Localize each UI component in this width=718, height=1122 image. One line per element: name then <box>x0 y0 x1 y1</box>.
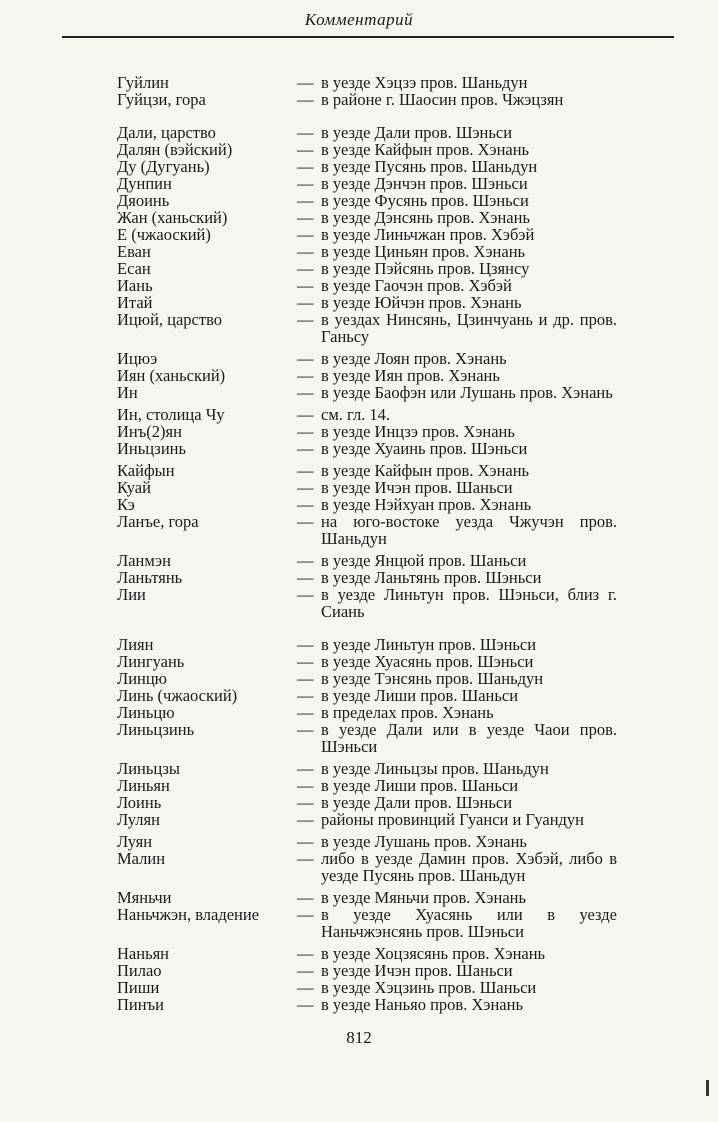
entry-dash: — <box>297 478 314 497</box>
entry-description <box>297 721 617 755</box>
entry-description <box>297 670 617 687</box>
entry-name: Иян (ханьский) <box>117 366 226 385</box>
entry-description-text: в уезде Линьтун пров. Шэньси <box>321 635 537 654</box>
entry-description <box>297 979 617 996</box>
entry-name: Ланмэн <box>117 551 171 570</box>
entry-description-text: в уезде Кайфын пров. Хэнань <box>321 461 530 480</box>
entry-dash: — <box>297 310 314 329</box>
entry-row <box>117 996 617 1013</box>
entry-description-text: в уезде Хэцзинь пров. Шаньси <box>321 978 537 997</box>
entry-description-text: районы провинций Гуанси и Гуандун <box>321 810 584 829</box>
entry-dash: — <box>297 793 314 812</box>
entry-description-text: в уезде Пэйсянь пров. Цзянсу <box>321 259 530 278</box>
entry-name: Есан <box>117 259 151 278</box>
entry-description-text: в уезде Лоян пров. Хэнань <box>321 349 507 368</box>
entry-description <box>297 406 617 423</box>
entry-row <box>117 513 617 547</box>
entry-description <box>297 226 617 243</box>
entry-row <box>117 636 617 653</box>
entry-name: Гуйлин <box>117 73 169 92</box>
entry-dash: — <box>297 225 314 244</box>
entry-description-text: в уезде Инцзэ пров. Хэнань <box>321 422 515 441</box>
entry-row <box>117 760 617 777</box>
entry-description <box>297 833 617 850</box>
entry-dash: — <box>297 405 314 424</box>
entry-dash: — <box>297 995 314 1014</box>
entry-name: Куай <box>117 478 151 497</box>
entry-row <box>117 260 617 277</box>
entry-name: Итай <box>117 293 153 312</box>
entry-name: Ин, столица Чу <box>117 405 225 424</box>
entry-description-text: в уезде Лушань пров. Хэнань <box>321 832 527 851</box>
entry-dash: — <box>297 635 314 654</box>
entry-description-text: в уезде Ланьтянь пров. Шэньси <box>321 568 542 587</box>
entry-row <box>117 423 617 440</box>
entry-description-text: в уезде Баофэн или Лушань пров. Хэнань <box>321 383 613 402</box>
entry-dash: — <box>297 669 314 688</box>
entry-name: Пиши <box>117 978 160 997</box>
entry-description-text: в уезде Лиши пров. Шаньси <box>321 776 519 795</box>
entry-description-text: в уезде Линьчжан пров. Хэбэй <box>321 225 535 244</box>
entry-row <box>117 367 617 384</box>
entry-description <box>297 687 617 704</box>
entry-row <box>117 175 617 192</box>
entry-description-text: в уезде Иян пров. Хэнань <box>321 366 500 385</box>
entry-row <box>117 704 617 721</box>
entry-dash: — <box>297 551 314 570</box>
entry-row <box>117 141 617 158</box>
entry-description <box>297 384 617 401</box>
entry-row <box>117 479 617 496</box>
entry-description-text: в уезде Дали или в уезде Чаои пров. Шэньси <box>321 720 617 756</box>
entry-row <box>117 124 617 141</box>
entry-description <box>297 74 617 91</box>
entry-row <box>117 962 617 979</box>
entry-name: Кэ <box>117 495 135 514</box>
entry-dash: — <box>297 905 314 924</box>
entry-dash: — <box>297 276 314 295</box>
entry-dash: — <box>297 652 314 671</box>
entry-row <box>117 406 617 423</box>
entry-name: Гуйцзи, гора <box>117 90 206 109</box>
entry-description <box>297 141 617 158</box>
entry-row <box>117 569 617 586</box>
entry-description-text: в районе г. Шаосин пров. Чжэцзян <box>321 90 564 109</box>
entry-dash: — <box>297 686 314 705</box>
entry-row <box>117 653 617 670</box>
entry-description <box>297 243 617 260</box>
entry-row <box>117 226 617 243</box>
entry-description-text: в уезде Ичэн пров. Шаньси <box>321 961 513 980</box>
entry-name: Жан (ханьский) <box>117 208 228 227</box>
entry-description <box>297 906 617 940</box>
entry-description <box>297 192 617 209</box>
entry-name: Ланьтянь <box>117 568 183 587</box>
entry-dash: — <box>297 349 314 368</box>
entry-dash: — <box>297 810 314 829</box>
entry-name: Линьян <box>117 776 170 795</box>
entry-name: Еван <box>117 242 151 261</box>
entry-description-text: в уезде Хуасянь или в уезде Наньчжэнсянь пров. Шэньси <box>321 905 617 941</box>
entry-description <box>297 311 617 345</box>
entry-description <box>297 552 617 569</box>
entry-description <box>297 496 617 513</box>
entry-row <box>117 552 617 569</box>
entry-row <box>117 350 617 367</box>
entry-description <box>297 636 617 653</box>
entry-dash: — <box>297 157 314 176</box>
entry-description-text: в уезде Наньяо пров. Хэнань <box>321 995 523 1014</box>
entry-name: Пинъи <box>117 995 164 1014</box>
entry-description-text: в пределах пров. Хэнань <box>321 703 494 722</box>
entry-name: Мяньчи <box>117 888 172 907</box>
entry-name: Наньчжэн, владение <box>117 905 260 924</box>
entry-description <box>297 277 617 294</box>
entry-dash: — <box>297 461 314 480</box>
entry-name: Лии <box>117 585 146 604</box>
entry-dash: — <box>297 439 314 458</box>
entry-dash: — <box>297 776 314 795</box>
entry-description-text: в уезде Нэйхуан пров. Хэнань <box>321 495 532 514</box>
entry-name: Е (чжаоский) <box>117 225 211 244</box>
entry-name: Иань <box>117 276 153 295</box>
entry-dash: — <box>297 495 314 514</box>
entry-row <box>117 384 617 401</box>
entry-description-text: в уезде Фусянь пров. Шэньси <box>321 191 529 210</box>
entry-description <box>297 811 617 828</box>
entry-row <box>117 277 617 294</box>
header-rule <box>62 36 674 38</box>
entry-dash: — <box>297 720 314 739</box>
entry-description-text: в уезде Хэцзэ пров. Шаньдун <box>321 73 528 92</box>
entry-name: Линцю <box>117 669 168 688</box>
entry-description <box>297 209 617 226</box>
entry-description <box>297 367 617 384</box>
entry-row <box>117 192 617 209</box>
entry-row <box>117 670 617 687</box>
entry-dash: — <box>297 140 314 159</box>
entry-description-text: в уезде Линьтун пров. Шэньси, близ г. Сиань <box>321 585 617 621</box>
entry-description-text: в уезде Дали пров. Шэньси <box>321 123 513 142</box>
entry-description-text: либо в уезде Дамин пров. Хэбэй, либо в уезде Пусянь пров. Шаньдун <box>321 849 617 885</box>
entry-description <box>297 569 617 586</box>
entry-description <box>297 513 617 547</box>
entry-description-text: в уезде Циньян пров. Хэнань <box>321 242 526 261</box>
entry-description <box>297 653 617 670</box>
entry-row <box>117 833 617 850</box>
entry-description <box>297 850 617 884</box>
entry-name: Ин <box>117 383 138 402</box>
entry-row <box>117 294 617 311</box>
entry-row <box>117 850 617 884</box>
entry-description-text: в уезде Гаочэн пров. Хэбэй <box>321 276 512 295</box>
entry-description <box>297 889 617 906</box>
entry-description <box>297 260 617 277</box>
entry-description <box>297 91 617 108</box>
entry-row <box>117 945 617 962</box>
entry-name: Далян (вэйский) <box>117 140 233 159</box>
entry-name: Лиян <box>117 635 154 654</box>
entry-name: Луян <box>117 832 153 851</box>
entry-row <box>117 889 617 906</box>
entry-dash: — <box>297 208 314 227</box>
entry-row <box>117 496 617 513</box>
entry-name: Малин <box>117 849 166 868</box>
entry-dash: — <box>297 123 314 142</box>
entry-row <box>117 906 617 940</box>
entry-row <box>117 462 617 479</box>
entry-description <box>297 945 617 962</box>
entry-dash: — <box>297 242 314 261</box>
entry-description <box>297 124 617 141</box>
entry-row <box>117 586 617 620</box>
entry-name: Дали, царство <box>117 123 216 142</box>
entry-dash: — <box>297 422 314 441</box>
entry-dash: — <box>297 978 314 997</box>
entry-row <box>117 979 617 996</box>
entry-name: Линьцзинь <box>117 720 195 739</box>
entry-dash: — <box>297 366 314 385</box>
entry-name: Линьцю <box>117 703 175 722</box>
entry-description <box>297 294 617 311</box>
entry-row <box>117 794 617 811</box>
entry-description-text: в уезде Дали пров. Шэньси <box>321 793 513 812</box>
entry-description <box>297 962 617 979</box>
entry-dash: — <box>297 512 314 531</box>
entry-description <box>297 175 617 192</box>
entry-description <box>297 777 617 794</box>
entry-name: Линьцзы <box>117 759 181 778</box>
entry-name: Кайфын <box>117 461 175 480</box>
entry-description <box>297 423 617 440</box>
entry-description <box>297 996 617 1013</box>
entry-dash: — <box>297 888 314 907</box>
entry-description-text: в уездах Нинсянь, Цзинчуань и др. пров. Ганьсу <box>321 310 617 346</box>
entry-description-text: в уезде Мяньчи пров. Хэнань <box>321 888 527 907</box>
entry-name: Дяоинь <box>117 191 170 210</box>
entry-description <box>297 760 617 777</box>
entry-row <box>117 311 617 345</box>
entry-description <box>297 462 617 479</box>
entry-dash: — <box>297 174 314 193</box>
entry-name: Иньцзинь <box>117 439 187 458</box>
entry-description-text: в уезде Дэнчэн пров. Шэньси <box>321 174 528 193</box>
entry-dash: — <box>297 944 314 963</box>
entry-row <box>117 91 617 108</box>
entry-description-text: в уезде Тэнсянь пров. Шаньдун <box>321 669 544 688</box>
entry-name: Инъ(2)ян <box>117 422 182 441</box>
entry-row <box>117 687 617 704</box>
entry-description <box>297 440 617 457</box>
entry-dash: — <box>297 383 314 402</box>
entry-name: Пилао <box>117 961 162 980</box>
entry-dash: — <box>297 832 314 851</box>
entry-row <box>117 721 617 755</box>
entry-description-text: в уезде Дэнсянь пров. Хэнань <box>321 208 530 227</box>
entry-dash: — <box>297 293 314 312</box>
entry-description-text: в уезде Кайфын пров. Хэнань <box>321 140 530 159</box>
entry-description-text: в уезде Янцюй пров. Шаньси <box>321 551 527 570</box>
entry-row <box>117 243 617 260</box>
entry-description-text: в уезде Юйчэн пров. Хэнань <box>321 293 522 312</box>
entry-row <box>117 158 617 175</box>
entry-name: Ланъе, гора <box>117 512 199 531</box>
entry-description-text: в уезде Ичэн пров. Шаньси <box>321 478 513 497</box>
page-number: 812 <box>346 1028 372 1047</box>
entry-dash: — <box>297 568 314 587</box>
entry-name: Лулян <box>117 810 160 829</box>
entry-name: Ицюй, царство <box>117 310 223 329</box>
running-header: Комментарий <box>304 10 414 29</box>
entry-description-text: в уезде Хуасянь пров. Шэньси <box>321 652 534 671</box>
entry-dash: — <box>297 961 314 980</box>
entry-dash: — <box>297 90 314 109</box>
entry-description-text: на юго-востоке уезда Чжучэн пров. Шаньдун <box>321 512 617 548</box>
entry-description <box>297 586 617 620</box>
entry-dash: — <box>297 259 314 278</box>
entry-dash: — <box>297 585 314 604</box>
entry-description <box>297 794 617 811</box>
entry-description-text: в уезде Пусянь пров. Шаньдун <box>321 157 538 176</box>
entry-dash: — <box>297 191 314 210</box>
entry-description <box>297 704 617 721</box>
entry-dash: — <box>297 759 314 778</box>
entry-description-text: в уезде Хоцзясянь пров. Хэнань <box>321 944 546 963</box>
entry-dash: — <box>297 703 314 722</box>
entry-description <box>297 479 617 496</box>
entry-description-text: в уезде Лиши пров. Шаньси <box>321 686 519 705</box>
entry-name: Лингуань <box>117 652 185 671</box>
entry-row <box>117 811 617 828</box>
entry-name: Наньян <box>117 944 170 963</box>
entry-description <box>297 350 617 367</box>
entry-row <box>117 777 617 794</box>
entry-description-text: см. гл. 14. <box>321 405 391 424</box>
entry-row <box>117 209 617 226</box>
entry-row <box>117 74 617 91</box>
entry-description-text: в уезде Линьцзы пров. Шаньдун <box>321 759 549 778</box>
edge-mark <box>706 1080 715 1096</box>
entry-dash: — <box>297 849 314 868</box>
gazetteer-list <box>117 74 617 1013</box>
entry-name: Ицюэ <box>117 349 158 368</box>
entry-name: Лоинь <box>117 793 162 812</box>
entry-dash: — <box>297 73 314 92</box>
entry-name: Ду (Дугуань) <box>117 157 210 176</box>
entry-row <box>117 440 617 457</box>
entry-description-text: в уезде Хуаинь пров. Шэньси <box>321 439 528 458</box>
entry-name: Линь (чжаоский) <box>117 686 238 705</box>
entry-description <box>297 158 617 175</box>
entry-name: Дунпин <box>117 174 172 193</box>
